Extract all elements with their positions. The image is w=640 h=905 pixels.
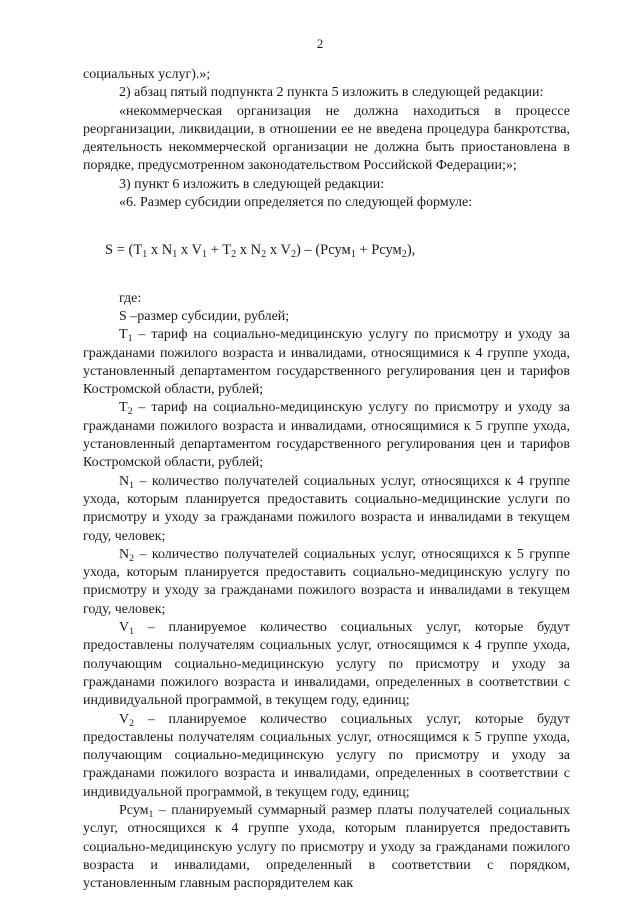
definition-t2 xyxy=(83,399,570,472)
formula-subscript: 2 xyxy=(290,249,296,261)
paragraph-continuation: социальных услуг).»; xyxy=(83,67,211,82)
formula-part: + Рсум xyxy=(355,242,402,259)
definition-n1 xyxy=(83,473,570,546)
definition-subscript: 1 xyxy=(129,626,135,638)
definition-where xyxy=(83,290,570,308)
definition-text: – количество получателей социальных услуг, относящихся к 4 группе ухода, которым планируется предоставить социально-медицинские услуги по присмотру и уходу за гражданами пожилого возраста и инвалидами в текущем году, человек; xyxy=(83,473,570,544)
formula-subscript: 2 xyxy=(261,249,267,261)
formula-subscript: 1 xyxy=(350,249,356,261)
definition-text: – количество получателей социальных услуг, относящихся к 5 группе ухода, которым планируется предоставить социально-медицинскую услугу по присмотру и уходу за гражданами пожилого возраста и инвалидами в текущем году, человек; xyxy=(83,546,570,617)
formula-subscript: 1 xyxy=(172,249,178,261)
formula-part: ) – (Рсум xyxy=(296,242,351,259)
paragraph-quote-requirement: «некоммерческая организация не должна находиться в процессе реорганизации, ликвидации, в отношении ее не введена процедура банкротства, деятельность некоммерческой организации не должна быть приостановлена в порядке, предусмотренном законодательством Российской Федерации;»; xyxy=(83,103,570,174)
definition-text: – тариф на социально-медицинскую услугу по присмотру и уходу за гражданами пожилого возраста и инвалидами, относящимися к 5 группе ухода, установленный департаментом государственного регулирования цен и тарифов Костромской области, рублей; xyxy=(83,400,570,471)
definition-symbol: Рсум xyxy=(119,802,149,818)
definition-symbol: N xyxy=(119,473,130,489)
formula-part: x V xyxy=(266,242,291,259)
formula-part: x N xyxy=(147,242,173,259)
formula-part: S = (T xyxy=(105,242,143,259)
definition-subscript: 2 xyxy=(129,717,135,729)
definition-subscript: 1 xyxy=(129,479,135,491)
formula-part: x V xyxy=(177,242,203,259)
document-body xyxy=(83,66,570,893)
formula-part: ), xyxy=(406,242,416,259)
formula-part: + T xyxy=(207,242,232,259)
definition-rsum1 xyxy=(83,802,570,893)
definition-symbol: T xyxy=(119,327,128,343)
paragraph-amendment-3: 3) пункт 6 изложить в следующей редакции: xyxy=(119,176,385,192)
definition-text: – планируемое количество социальных услуг, которые будут предоставлены получателям социальных услуг, относящимся к 4 группе ухода, получающим социально-медицинскую услугу по присмотру и уходу за гражданами пожилого возраста и инвалидами, определенных в соответствии с индивидуальной программой, в текущем году, единиц; xyxy=(83,620,570,709)
definition-symbol: N xyxy=(119,546,130,562)
definition-symbol: V xyxy=(119,711,130,727)
formula-part: x N xyxy=(236,242,262,259)
definition-text: – планируемое количество социальных услуг, которые будут предоставлены получателям социальных услуг, относящимся к 5 группе ухода, получающим социально-медицинскую услугу по присмотру и уходу за гражданами пожилого возраста и инвалидами, определенных в соответствии с индивидуальной программой, в текущем году, единиц; xyxy=(83,711,570,800)
formula-subscript: 1 xyxy=(202,249,208,261)
definition-text: –размер субсидии, рублей; xyxy=(126,308,290,324)
subsidy-formula xyxy=(105,241,570,259)
formula-subscript: 2 xyxy=(401,249,407,261)
paragraph-amendment-2: 2) абзац пятый подпункта 2 пункта 5 изложить в следующей редакции: xyxy=(119,85,544,101)
definition-v2 xyxy=(83,711,570,802)
definition-subscript: 2 xyxy=(129,552,135,564)
definition-symbol: V xyxy=(119,620,130,636)
paragraph-formula-intro: «6. Размер субсидии определяется по следующей формуле: xyxy=(119,195,473,211)
definition-text: – тариф на социально-медицинскую услугу по присмотру и уходу за гражданами пожилого возраста и инвалидами, относящимися к 4 группе ухода, установленный департаментом государственного регулирования цен и тарифов Костромской области, рублей; xyxy=(83,327,570,398)
definition-s xyxy=(83,308,570,326)
definition-symbol: S xyxy=(119,308,127,324)
definition-n2 xyxy=(83,546,570,619)
formula-subscript: 1 xyxy=(142,249,148,261)
definition-v1 xyxy=(83,619,570,710)
definition-lead: где: xyxy=(119,290,142,306)
page-number: 2 xyxy=(316,36,324,51)
definition-symbol: T xyxy=(119,400,128,416)
definition-subscript: 2 xyxy=(127,406,133,418)
formula-subscript: 2 xyxy=(231,249,237,261)
definition-t1 xyxy=(83,326,570,399)
definition-subscript: 1 xyxy=(127,333,133,345)
definition-text: – планируемый суммарный размер платы получателей социальных услуг, относящихся к 4 группе ухода, которым планируется предоставить социально-медицинскую услугу по присмотру и уходу за гражданами пожилого возраста и инвалидами, определенный в соответствии с порядком, установленным главным распорядителем как xyxy=(83,802,570,892)
definition-subscript: 1 xyxy=(148,808,154,820)
